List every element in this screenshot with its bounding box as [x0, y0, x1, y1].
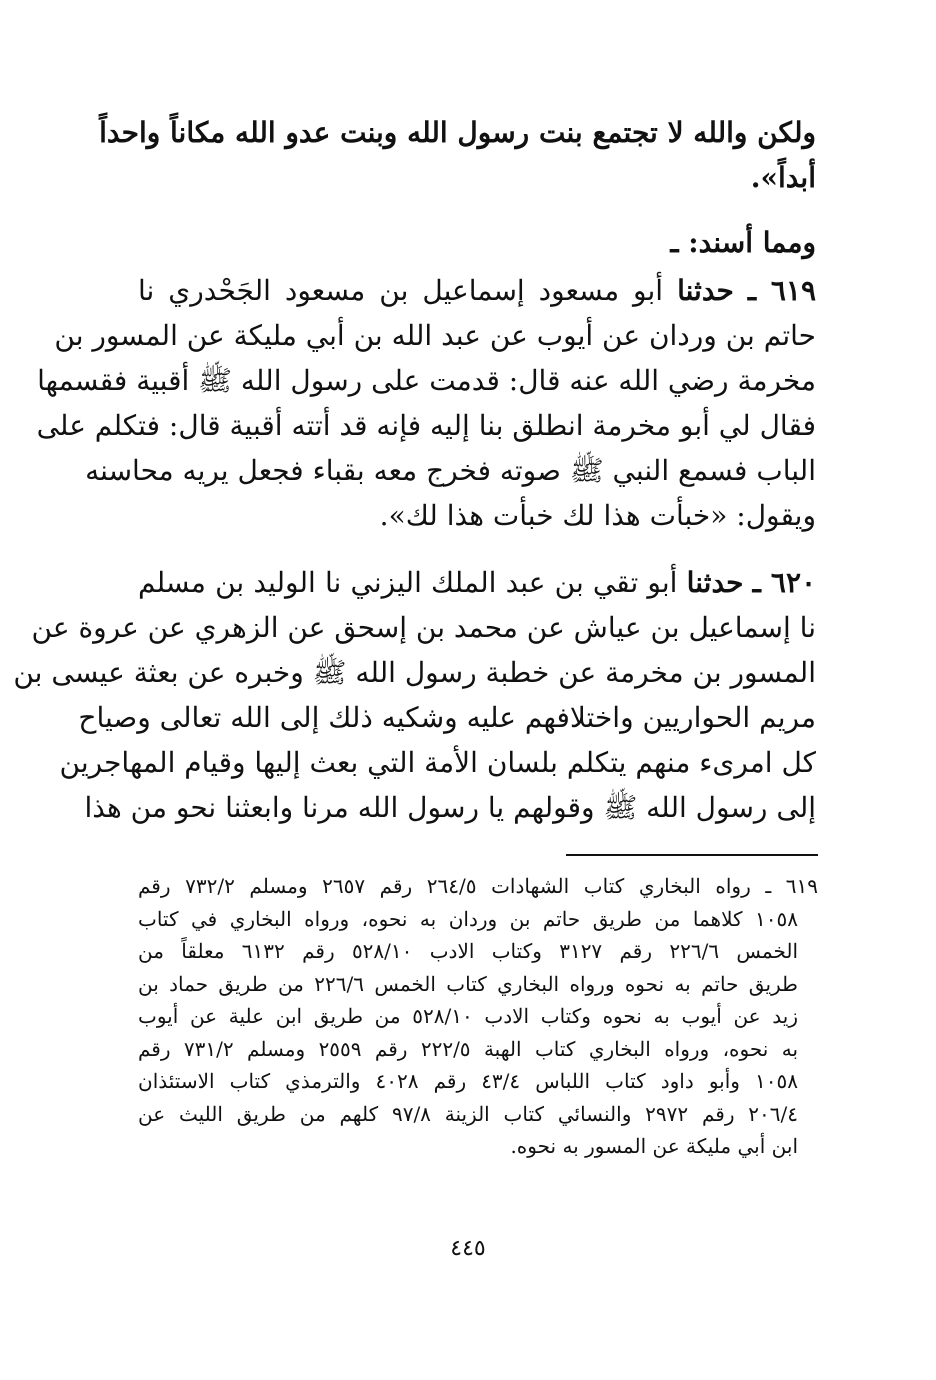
- hadith-620-paragraph: [13, 560, 817, 830]
- text-line: ويقول: «خبأت هذا لك خبأت هذا لك».: [379, 499, 816, 532]
- section-heading-text: ومما أسند: ـ: [670, 226, 816, 259]
- text-line: المسور بن مخرمة عن خطبة رسول الله ﷺ وخبره عن بعثة عيسى بن: [13, 656, 816, 689]
- hadith-number: ٦١٩ ـ: [747, 274, 816, 307]
- footnote-line: ١٠٥٨ وأبو داود كتاب اللباس ٤٣/٤ رقم ٤٠٢٨ والترمذي كتاب الاستئذان: [138, 1069, 798, 1093]
- footnote-line: ٢٠٦/٤ رقم ٢٩٧٢ والنسائي كتاب الزينة ٩٧/٨ كلهم من طريق الليث عن: [138, 1101, 799, 1126]
- section-heading: [138, 220, 816, 265]
- text-line: إلى رسول الله ﷺ وقولهم يا رسول الله مرنا وابعثنا نحو من هذا: [84, 791, 816, 824]
- hadith-narration-verb: حدثنا: [686, 566, 744, 599]
- text-line: مريم الحواريين واختلافهم عليه وشكيه ذلك إلى الله تعالى وصياح: [78, 701, 816, 734]
- text-line: حاتم بن وردان عن أيوب عن عبد الله بن أبي مليكة عن المسور بن: [54, 319, 816, 352]
- intro-paragraph: [99, 110, 816, 200]
- text-line: أبداً».: [750, 161, 816, 194]
- hadith-narration-verb: حدثنا: [677, 274, 734, 307]
- hadith-first-line-text: أبو تقي بن عبد الملك اليزني نا الوليد بن مسلم: [138, 566, 678, 599]
- text-line: الباب فسمع النبي ﷺ صوته فخرج معه بقباء فجعل يريه محاسنه: [85, 454, 816, 487]
- footnote-line: ابن أبي مليكة عن المسور به نحوه.: [510, 1134, 798, 1158]
- hadith-619-paragraph: [36, 268, 816, 538]
- text-line: نا إسماعيل بن عياش عن محمد بن إسحق عن الزهري عن عروة عن: [31, 611, 816, 644]
- text-line: مخرمة رضي الله عنه قال: قدمت على رسول الله ﷺ أقبية فقسمها: [37, 364, 816, 397]
- text-line: فقال لي أبو مخرمة انطلق بنا إليه فإنه قد أتته أقبية قال: فتكلم على: [36, 409, 816, 442]
- hadith-first-line-text: أبو مسعود إسماعيل بن مسعود الجَحْدري نا: [138, 274, 664, 307]
- footnote-line: ٦١٩ ـ رواه البخاري كتاب الشهادات ٢٦٤/٥ رقم ٢٦٥٧ ومسلم ٧٣٢/٢ رقم: [138, 874, 819, 898]
- text-line: ولكن والله لا تجتمع بنت رسول الله وبنت عدو الله مكاناً واحداً: [99, 116, 816, 149]
- footnote-line: زيد عن أيوب به نحوه وكتاب الادب ٥٢٨/١٠ من طريق ابن علية عن أيوب: [138, 1004, 798, 1028]
- hadith-first-line: [138, 268, 816, 313]
- page-number: ٤٤٥: [450, 1236, 486, 1261]
- footnote-line: ١٠٥٨ كلاهما من طريق حاتم بن وردان به نحوه، ورواه البخاري في كتاب: [138, 906, 798, 931]
- footnote-line: الخمس ٢٢٦/٦ رقم ٣١٢٧ وكتاب الادب ٥٢٨/١٠ رقم ٦١٣٢ معلقاً من: [138, 939, 799, 963]
- footnotes: [138, 870, 818, 1163]
- footnote-line: به نحوه، ورواه البخاري كتاب الهبة ٢٢٢/٥ رقم ٢٥٥٩ ومسلم ٧٣١/٢ رقم: [138, 1036, 799, 1061]
- footnote-divider: [566, 854, 818, 856]
- hadith-number: ٦٢٠ ـ: [752, 566, 817, 599]
- hadith-first-line: [138, 560, 816, 605]
- text-line: كل امرىء منهم يتكلم بلسان الأمة التي بعث إليها وقيام المهاجرين: [59, 746, 816, 779]
- footnote-line: طريق حاتم به نحوه ورواه البخاري كتاب الخمس ٢٢٦/٦ من طريق حماد بن: [138, 971, 798, 996]
